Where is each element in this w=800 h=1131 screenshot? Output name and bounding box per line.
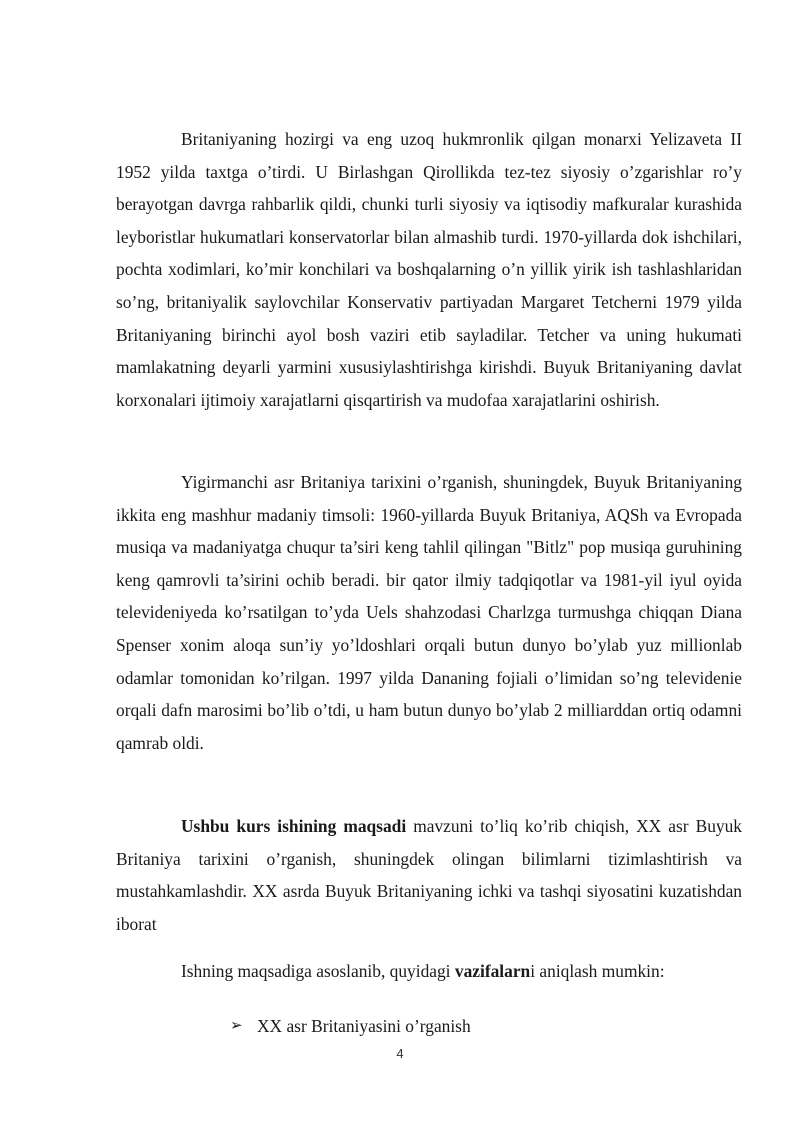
paragraph-4-after: i aniqlash mumkin: xyxy=(530,961,665,981)
paragraph-4 xyxy=(116,955,742,988)
bullet-item-text: XX asr Britaniyasini o’rganish xyxy=(257,1016,471,1036)
bullet-item xyxy=(230,1010,471,1042)
tasks-keyword: vazifalarn xyxy=(454,961,531,981)
page-number: 4 xyxy=(396,1046,404,1061)
paragraph-2 xyxy=(116,466,742,759)
paragraph-3 xyxy=(116,810,742,940)
paragraph-2-text: Yigirmanchi asr Britaniya tarixini o’rganish, shuningdek, Buyuk Britaniyaning ikkita eng mashhur madaniy timsoli: 1960-yillarda Buyuk Britaniya, AQSh va Evropada musiqa va madaniyatga chuqur ta’siri keng tahlil qilingan "Bitlz" pop musiqa guruhining keng qamrovli ta’sirini ochib beradi. bir qator ilmiy tadqiqotlar va 1981-yil iyul oyida televideniyeda ko’rsatilgan to’yda Uels shahzodasi Charlzga turmushga chiqqan Diana Spenser xonim aloqa sun’iy yo’ldoshlari orqali butun dunyo bo’ylab yuz millionlab odamlar tomonidan ko’rilgan. 1997 yilda Dananing fojiali o’limidan so’ng televidenie orqali dafn marosimi bo’lib o’tdi, u ham butun dunyo bo’ylab 2 milliarddan ortiq odamni qamrab oldi. xyxy=(116,472,742,753)
goal-heading: Ushbu kurs ishining maqsadi xyxy=(181,816,407,836)
paragraph-1-text: Britaniyaning hozirgi va eng uzoq hukmronlik qilgan monarxi Yelizaveta II 1952 yilda taxtga o’tirdi. U Birlashgan Qirollikda tez-tez siyosiy o’zgarishlar ro’y berayotgan davrga rahbarlik qildi, chunki turli siyosiy va iqtisodiy mafkuralar kurashida leyboristlar hukumatlari konservatorlar bilan almashib turdi. 1970-yillarda dok ishchilari, pochta xodimlari, ko’mir konchilari va boshqalarning o’n yillik yirik ish tashlashlaridan so’ng, britaniyalik saylovchilar Konservativ partiyadan Margaret Tetcherni 1979 yilda Britaniyaning birinchi ayol bosh vaziri etib sayladilar. Tetcher va uning hukumati mamlakatning deyarli yarmini xususiylashtirishga kirishdi. Buyuk Britaniyaning davlat korxonalari ijtimoiy xarajatlarni qisqartirish va mudofaa xarajatlarini oshirish. xyxy=(116,129,742,410)
paragraph-3-text: mavzuni to’liq ko’rib chiqish, XX asr Buyuk Britaniya tarixini o’rganish, shuningdek olingan bilimlarni tizimlashtirish va mustahkamlashdir. XX asrda Buyuk Britaniyaning ichki va tashqi siyosatini kuzatishdan iborat xyxy=(116,816,742,934)
arrow-bullet-icon: ➢ xyxy=(230,1018,243,1034)
paragraph-1 xyxy=(116,123,742,416)
paragraph-4-before: Ishning maqsadiga asoslanib, quyidagi xyxy=(181,961,455,981)
